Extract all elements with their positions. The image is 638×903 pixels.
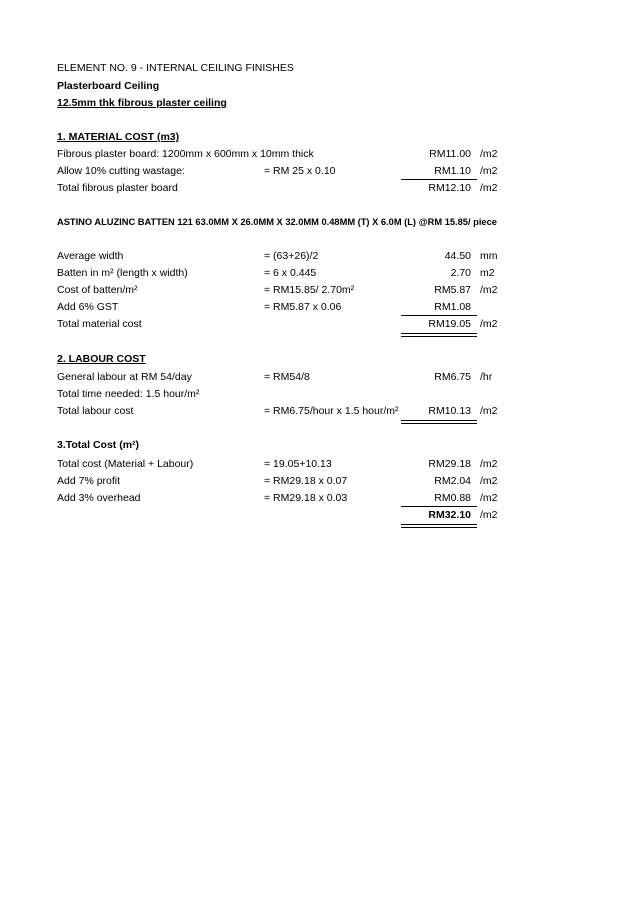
time-desc: Total time needed: 1.5 hour/m² xyxy=(57,388,200,400)
gst-amount: RM1.08 xyxy=(434,301,471,313)
total-heading-row xyxy=(57,437,517,453)
avg-width-desc: Average width xyxy=(57,250,124,262)
wastage-desc: Allow 10% cutting wastage: xyxy=(57,165,185,177)
subtitle: Plasterboard Ceiling xyxy=(57,80,160,92)
board-amount: RM11.00 xyxy=(429,148,471,160)
general-labour-calc: = RM54/8 xyxy=(264,371,310,383)
total-board-unit: /m2 xyxy=(480,182,498,194)
overhead-unit: /m2 xyxy=(480,492,498,504)
overhead-desc: Add 3% overhead xyxy=(57,492,141,504)
board-desc: Fibrous plaster board: 1200mm x 600mm x 10mm thick xyxy=(57,148,314,160)
total-cost-amount: RM29.18 xyxy=(428,458,471,470)
double-total-line xyxy=(401,333,477,337)
gst-desc: Add 6% GST xyxy=(57,301,119,313)
cost-batten-row xyxy=(57,282,517,298)
profit-unit: /m2 xyxy=(480,475,498,487)
total-cost-row xyxy=(57,456,517,472)
total-board-desc: Total fibrous plaster board xyxy=(57,182,178,194)
batten-m2-unit: m2 xyxy=(480,267,495,279)
batten-m2-calc: = 6 x 0.445 xyxy=(264,267,317,279)
material-heading-row xyxy=(57,129,517,145)
wastage-calc: = RM 25 x 0.10 xyxy=(264,165,336,177)
total-cost-unit: /m2 xyxy=(480,458,498,470)
overhead-row xyxy=(57,490,517,506)
material-heading: 1. MATERIAL COST (m3) xyxy=(57,131,180,143)
total-cost-desc: Total cost (Material + Labour) xyxy=(57,458,194,470)
total-board-amount: RM12.10 xyxy=(428,182,471,194)
element-title-row xyxy=(57,60,517,76)
gst-calc: = RM5.87 x 0.06 xyxy=(264,301,342,313)
avg-width-amount: 44.50 xyxy=(444,250,471,262)
avg-width-calc: = (63+26)/2 xyxy=(264,250,319,262)
batten-m2-desc: Batten in m² (length x width) xyxy=(57,267,188,279)
total-board-row xyxy=(57,180,517,196)
total-labour-calc: = RM6.75/hour x 1.5 hour/m² xyxy=(264,405,399,417)
cost-batten-amount: RM5.87 xyxy=(434,284,471,296)
general-labour-unit: /hr xyxy=(480,371,493,383)
total-cost-calc: = 19.05+10.13 xyxy=(264,458,332,470)
general-labour-row xyxy=(57,369,517,385)
batten-m2-row xyxy=(57,265,517,281)
profit-calc: = RM29.18 x 0.07 xyxy=(264,475,348,487)
total-labour-row xyxy=(57,403,517,419)
total-labour-desc: Total labour cost xyxy=(57,405,134,417)
total-labour-unit: /m2 xyxy=(480,405,498,417)
board-unit: /m2 xyxy=(480,148,498,160)
double-total-line xyxy=(401,524,477,528)
time-row xyxy=(57,386,517,402)
total-material-unit: /m2 xyxy=(480,318,498,330)
element-title: ELEMENT NO. 9 - INTERNAL CEILING FINISHES xyxy=(57,62,294,74)
avg-width-row xyxy=(57,248,517,264)
profit-desc: Add 7% profit xyxy=(57,475,121,487)
profit-row xyxy=(57,473,517,489)
total-material-row xyxy=(57,316,517,332)
total-material-amount: RM19.05 xyxy=(428,318,471,330)
batten-spec: ASTINO ALUZINC BATTEN 121 63.0MM X 26.0MM X 32.0MM 0.48MM (T) X 6.0M (L) @RM 15.85/ piece xyxy=(57,217,497,227)
cost-batten-unit: /m2 xyxy=(480,284,498,296)
avg-width-unit: mm xyxy=(480,250,498,262)
general-labour-desc: General labour at RM 54/day xyxy=(57,371,192,383)
cost-batten-calc: = RM15.85/ 2.70m² xyxy=(264,284,355,296)
subtitle-row xyxy=(57,78,517,94)
spec-row xyxy=(57,95,517,111)
profit-amount: RM2.04 xyxy=(434,475,471,487)
cost-batten-desc: Cost of batten/m² xyxy=(57,284,138,296)
labour-heading: 2. LABOUR COST xyxy=(57,353,146,365)
board-row xyxy=(57,146,517,162)
grand-total-unit: /m2 xyxy=(480,509,498,521)
wastage-unit: /m2 xyxy=(480,165,498,177)
grand-total-amount: RM32.10 xyxy=(428,509,471,521)
double-total-line xyxy=(401,420,477,424)
total-heading: 3.Total Cost (m²) xyxy=(57,439,140,451)
grand-total-row xyxy=(57,507,517,523)
gst-row xyxy=(57,299,517,315)
general-labour-amount: RM6.75 xyxy=(434,371,471,383)
total-material-desc: Total material cost xyxy=(57,318,142,330)
spec-text: 12.5mm thk fibrous plaster ceiling xyxy=(57,97,227,109)
total-labour-amount: RM10.13 xyxy=(428,405,471,417)
batten-m2-amount: 2.70 xyxy=(450,267,471,279)
overhead-amount: RM0.88 xyxy=(434,492,471,504)
overhead-calc: = RM29.18 x 0.03 xyxy=(264,492,348,504)
wastage-amount: RM1.10 xyxy=(434,165,471,177)
labour-heading-row xyxy=(57,351,517,367)
wastage-row xyxy=(57,163,517,179)
